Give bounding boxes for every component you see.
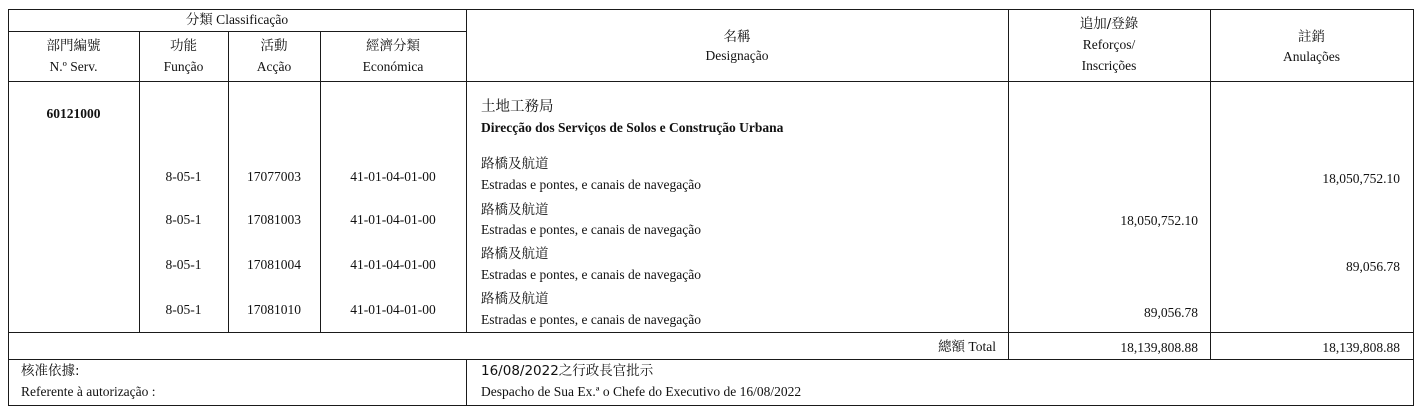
header-func-zh: 功能	[170, 38, 197, 54]
row-action: 17081004	[247, 257, 301, 272]
row-econ: 41-01-04-01-00	[350, 302, 436, 317]
header-reinf-zh: 追加/登錄	[1079, 16, 1139, 32]
rule-body-bottom	[8, 332, 1414, 333]
row-name-pt: Estradas e pontes, e canais de navegação	[481, 222, 702, 237]
rule-total-bottom	[8, 359, 1414, 360]
row-reinforco: 18,050,752.10	[1120, 213, 1198, 228]
header-action-pt: Acção	[256, 59, 292, 74]
row-name-pt: Estradas e pontes, e canais de navegação	[481, 312, 702, 327]
row-func: 8-05-1	[165, 257, 202, 272]
department-code: 60121000	[46, 106, 101, 121]
row-econ: 41-01-04-01-00	[350, 169, 436, 184]
row-name-zh: 路橋及航道	[481, 291, 549, 307]
total-reinforco: 18,139,808.88	[1120, 340, 1198, 355]
footer-auth-pt: Despacho de Sua Ex.ª o Chefe do Executivo de 16/08/2022	[481, 384, 802, 399]
header-reinf-pt2: Inscrições	[1081, 58, 1137, 73]
header-reinf-pt1: Reforços/	[1082, 37, 1136, 52]
row-econ: 41-01-04-01-00	[350, 212, 436, 227]
row-anulacao: 18,050,752.10	[1322, 171, 1400, 186]
rule-header-bottom	[8, 81, 1414, 82]
row-func: 8-05-1	[165, 302, 202, 317]
row-func: 8-05-1	[165, 212, 202, 227]
rule-footer-bottom	[8, 405, 1414, 406]
header-econ-zh: 經濟分類	[366, 38, 420, 54]
footer-basis-zh: 核准依據:	[21, 363, 80, 379]
header-econ-pt: Económica	[362, 59, 424, 74]
row-anulacao: 89,056.78	[1346, 259, 1400, 274]
total-anulacao: 18,139,808.88	[1322, 340, 1400, 355]
header-annul-zh: 註銷	[1298, 29, 1325, 45]
header-name-zh: 名稱	[723, 29, 751, 45]
footer-auth-zh: 16/08/2022之行政長官批示	[481, 363, 654, 379]
total-label: 總額 Total	[938, 339, 996, 354]
department-name-pt: Direcção dos Serviços de Solos e Construção Urbana	[481, 120, 784, 135]
header-dept-zh: 部門編號	[46, 38, 101, 54]
footer-basis-pt: Referente à autorização :	[21, 384, 156, 399]
row-reinforco: 89,056.78	[1144, 305, 1198, 320]
rule-top	[8, 9, 1414, 10]
department-name-zh: 土地工務局	[481, 99, 554, 115]
rule-right	[1413, 9, 1414, 406]
row-name-pt: Estradas e pontes, e canais de navegação	[481, 177, 702, 192]
row-name-zh: 路橋及航道	[481, 246, 549, 262]
header-annul-pt: Anulações	[1283, 49, 1340, 64]
row-econ: 41-01-04-01-00	[350, 257, 436, 272]
row-action: 17081003	[247, 212, 301, 227]
header-classification: 分類 Classificação	[185, 12, 289, 27]
row-name-zh: 路橋及航道	[481, 202, 549, 218]
row-action: 17081010	[247, 302, 301, 317]
header-dept-pt: N.º Serv.	[49, 59, 98, 74]
rule-classification-sub	[8, 31, 467, 32]
row-func: 8-05-1	[165, 169, 202, 184]
row-action: 17077003	[247, 169, 301, 184]
header-action-zh: 活動	[260, 38, 288, 54]
header-name-pt: Designação	[705, 48, 769, 63]
header-func-pt: Função	[163, 59, 204, 74]
row-name-pt: Estradas e pontes, e canais de navegação	[481, 267, 702, 282]
row-name-zh: 路橋及航道	[481, 156, 549, 172]
rule-col-name-footer	[466, 359, 467, 406]
